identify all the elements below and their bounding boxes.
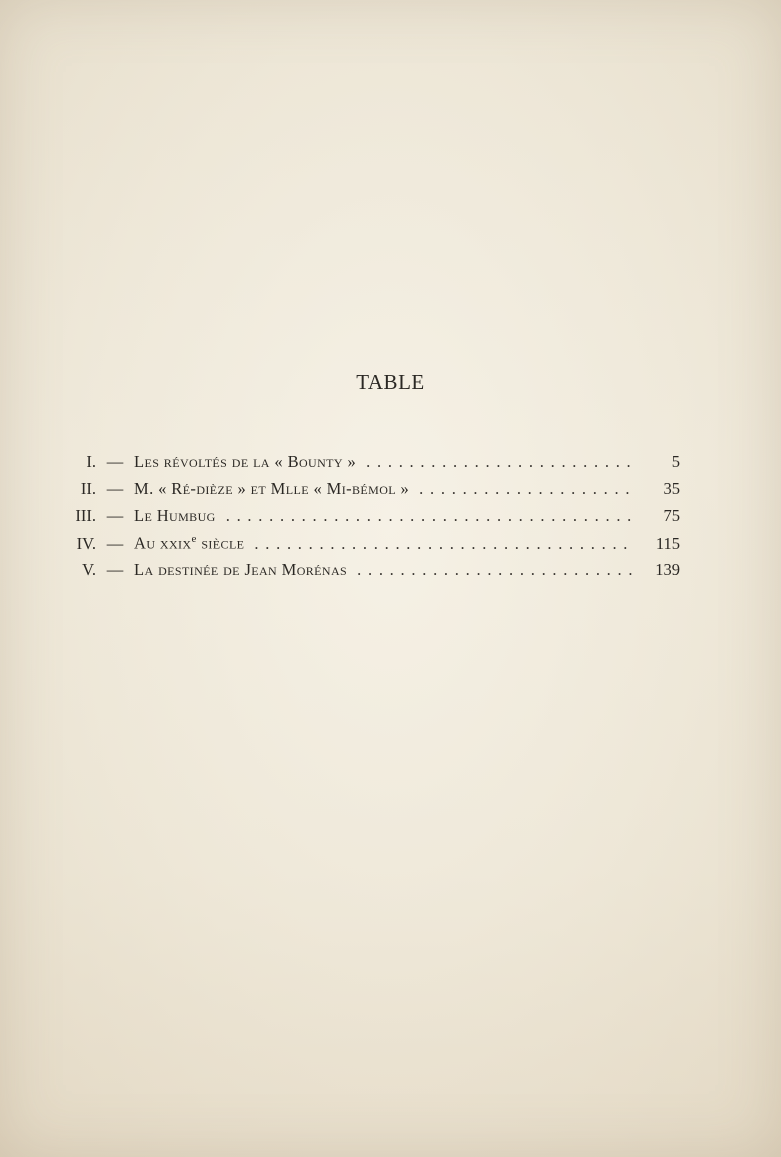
chapter-title — [134, 533, 244, 554]
page-number: 75 — [663, 506, 680, 525]
toc-entry — [50, 533, 680, 560]
chapter-number: III. — [75, 506, 96, 525]
toc-entry — [50, 506, 680, 533]
table-of-contents — [50, 452, 680, 587]
chapter-number: IV. — [76, 533, 96, 553]
chapter-title-superscript: e — [191, 533, 197, 545]
toc-entry — [50, 560, 680, 587]
dot-leader — [254, 534, 634, 554]
chapter-title: Le Humbug — [134, 506, 216, 525]
dot-leader — [419, 479, 634, 499]
chapter-dash: — — [106, 560, 124, 579]
chapter-title-prefix: Au xxix — [134, 533, 192, 553]
chapter-dash: — — [106, 452, 124, 471]
chapter-number: II. — [80, 479, 96, 498]
chapter-title: M. « Ré-dièze » et Mlle « Mi-bémol » — [134, 479, 410, 498]
chapter-title-suffix: siècle — [196, 533, 245, 553]
page-number: 5 — [671, 452, 680, 471]
chapter-number: I. — [86, 452, 96, 471]
chapter-title: La destinée de Jean Morénas — [134, 560, 348, 579]
dot-leader — [357, 560, 634, 580]
page-number: 115 — [655, 533, 680, 553]
chapter-dash: — — [106, 506, 124, 525]
dot-leader — [226, 506, 634, 526]
toc-entry — [50, 479, 680, 506]
toc-entry — [50, 452, 680, 479]
chapter-dash: — — [106, 479, 124, 498]
dot-leader — [366, 452, 634, 472]
chapter-number: V. — [82, 560, 96, 579]
chapter-dash: — — [106, 533, 124, 553]
chapter-title: Les révoltés de la « Bounty » — [134, 452, 357, 471]
page-number: 35 — [663, 479, 680, 498]
page-number: 139 — [655, 560, 680, 579]
page-title: TABLE — [356, 370, 425, 394]
